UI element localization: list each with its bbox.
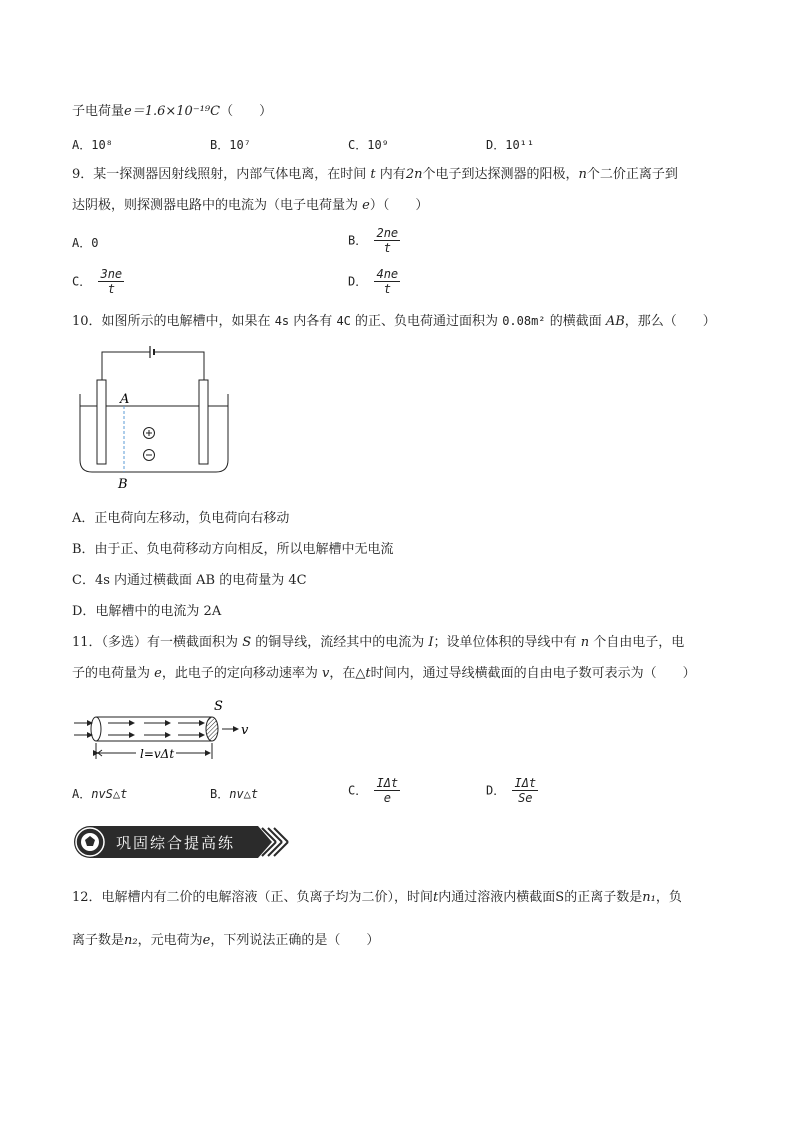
fig-label-v: v bbox=[241, 723, 249, 738]
q9-stem-line2: 达阴极，则探测器电路中的电流为（电子电荷量为 e）（ ） bbox=[72, 198, 429, 213]
fig-label-length: l=vΔt bbox=[140, 747, 175, 761]
q11-option-a[interactable]: A．nvS△t bbox=[72, 787, 128, 801]
electrolytic-cell-diagram bbox=[72, 342, 242, 492]
q9-option-d[interactable]: D． $\frac{4ne}{t}$ bbox=[348, 267, 399, 296]
q8-charge: e＝1.6×10⁻¹⁹C bbox=[124, 104, 221, 119]
q10-option-b[interactable]: B．由于正、负电荷移动方向相反，所以电解槽中无电流 bbox=[72, 542, 394, 557]
q8-option-d[interactable]: D．10¹¹ bbox=[486, 138, 535, 152]
q11-stem-line2: 子的电荷量为 e，此电子的定向移动速率为 v，在△t时间内，通过导线横截面的自由电子数可表示为（ ） bbox=[72, 666, 696, 681]
q8-option-a[interactable]: A．10⁸ bbox=[72, 138, 113, 152]
wire-cross-section-diagram bbox=[72, 695, 262, 765]
q11-option-d[interactable]: D． $\frac{\text{IΔt}}{Se}$ bbox=[486, 776, 537, 805]
q10-option-a[interactable]: A．正电荷向左移动，负电荷向右移动 bbox=[72, 511, 290, 526]
q8-option-c[interactable]: C．10⁹ bbox=[348, 138, 389, 152]
q12-stem-line2: 离子数是n₂，元电荷为e，下列说法正确的是（ ） bbox=[72, 933, 380, 948]
q11-stem-line1: 11．（多选）有一横截面积为 S 的铜导线，流经其中的电流为 I；设单位体积的导线中有 n 个自由电子，电 bbox=[72, 635, 685, 650]
fig-label-s: S bbox=[214, 699, 223, 714]
label-a: A bbox=[120, 392, 130, 407]
q9-stem-line1: 9．某一探测器因射线照射，内部气体电离，在时间 t 内有2n个电子到达探测器的阳极，n个二价正离子到 bbox=[72, 167, 678, 182]
q10-stem: 10．如图所示的电解槽中，如果在 4s 内各有 4C 的正、负电荷通过面积为 0.08m² 的横截面 AB，那么（ ） bbox=[72, 314, 716, 329]
q9-option-c[interactable]: C． $\frac{3ne}{t}$ bbox=[72, 267, 123, 296]
q8-stem: 子电荷量e＝1.6×10⁻¹⁹C（ ） bbox=[72, 104, 273, 119]
q9-option-a[interactable]: A．0 bbox=[72, 236, 99, 250]
q11-option-c[interactable]: C． $\frac{\text{IΔt}}{e}$ bbox=[348, 776, 399, 805]
section-banner bbox=[72, 824, 294, 860]
q11-option-b[interactable]: B．nv△t bbox=[210, 787, 259, 801]
q9-option-b[interactable]: B． $\frac{2ne}{t}$ bbox=[348, 226, 399, 255]
q8-option-b[interactable]: B．10⁷ bbox=[210, 138, 251, 152]
q10-option-d[interactable]: D．电解槽中的电流为 2A bbox=[72, 604, 222, 619]
section-title: 巩固综合提高练 bbox=[116, 834, 236, 852]
q10-option-c[interactable]: C．4s 内通过横截面 AB 的电荷量为 4C bbox=[72, 573, 307, 588]
q12-stem-line1: 12．电解槽内有二价的电解溶液（正、负离子均为二价），时间t内通过溶液内横截面S的正离子数是n₁，负 bbox=[72, 890, 682, 905]
label-b: B bbox=[118, 477, 128, 492]
